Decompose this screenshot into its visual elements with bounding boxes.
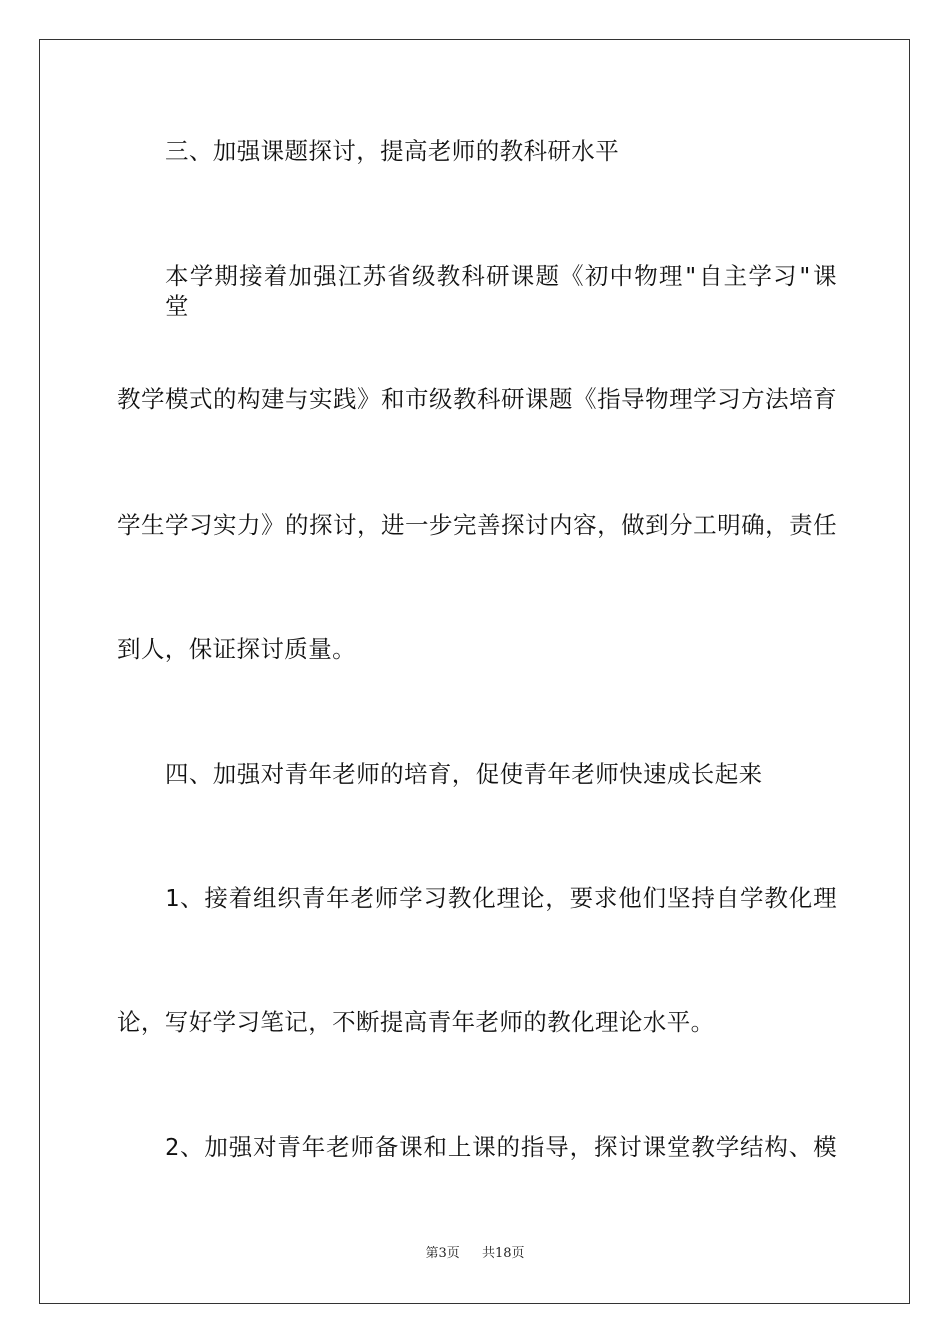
page-number: 第3页 [425,1246,460,1261]
paragraph-line: 2、加强对青年老师备课和上课的指导，探讨课堂教学结构、模 [165,1133,837,1161]
paragraph-line: 学生学习实力》的探讨，进一步完善探讨内容，做到分工明确，责任 [117,511,837,539]
paragraph-line: 论，写好学习笔记，不断提高青年老师的教化理论水平。 [117,1008,715,1036]
page-footer [0,1246,950,1262]
paragraph-line: 本学期接着加强江苏省级教科研课题《初中物理"自主学习"课堂 [165,262,837,320]
paragraph-line: 到人，保证探讨质量。 [117,635,356,663]
page-total: 共18页 [482,1246,525,1261]
section-heading-3: 三、加强课题探讨，提高老师的教科研水平 [165,137,620,165]
paragraph-line: 教学模式的构建与实践》和市级教科研课题《指导物理学习方法培育 [117,385,837,413]
paragraph-line: 1、接着组织青年老师学习教化理论，要求他们坚持自学教化理 [165,884,837,912]
section-heading-4: 四、加强对青年老师的培育，促使青年老师快速成长起来 [165,760,763,788]
page-border [39,39,910,1304]
